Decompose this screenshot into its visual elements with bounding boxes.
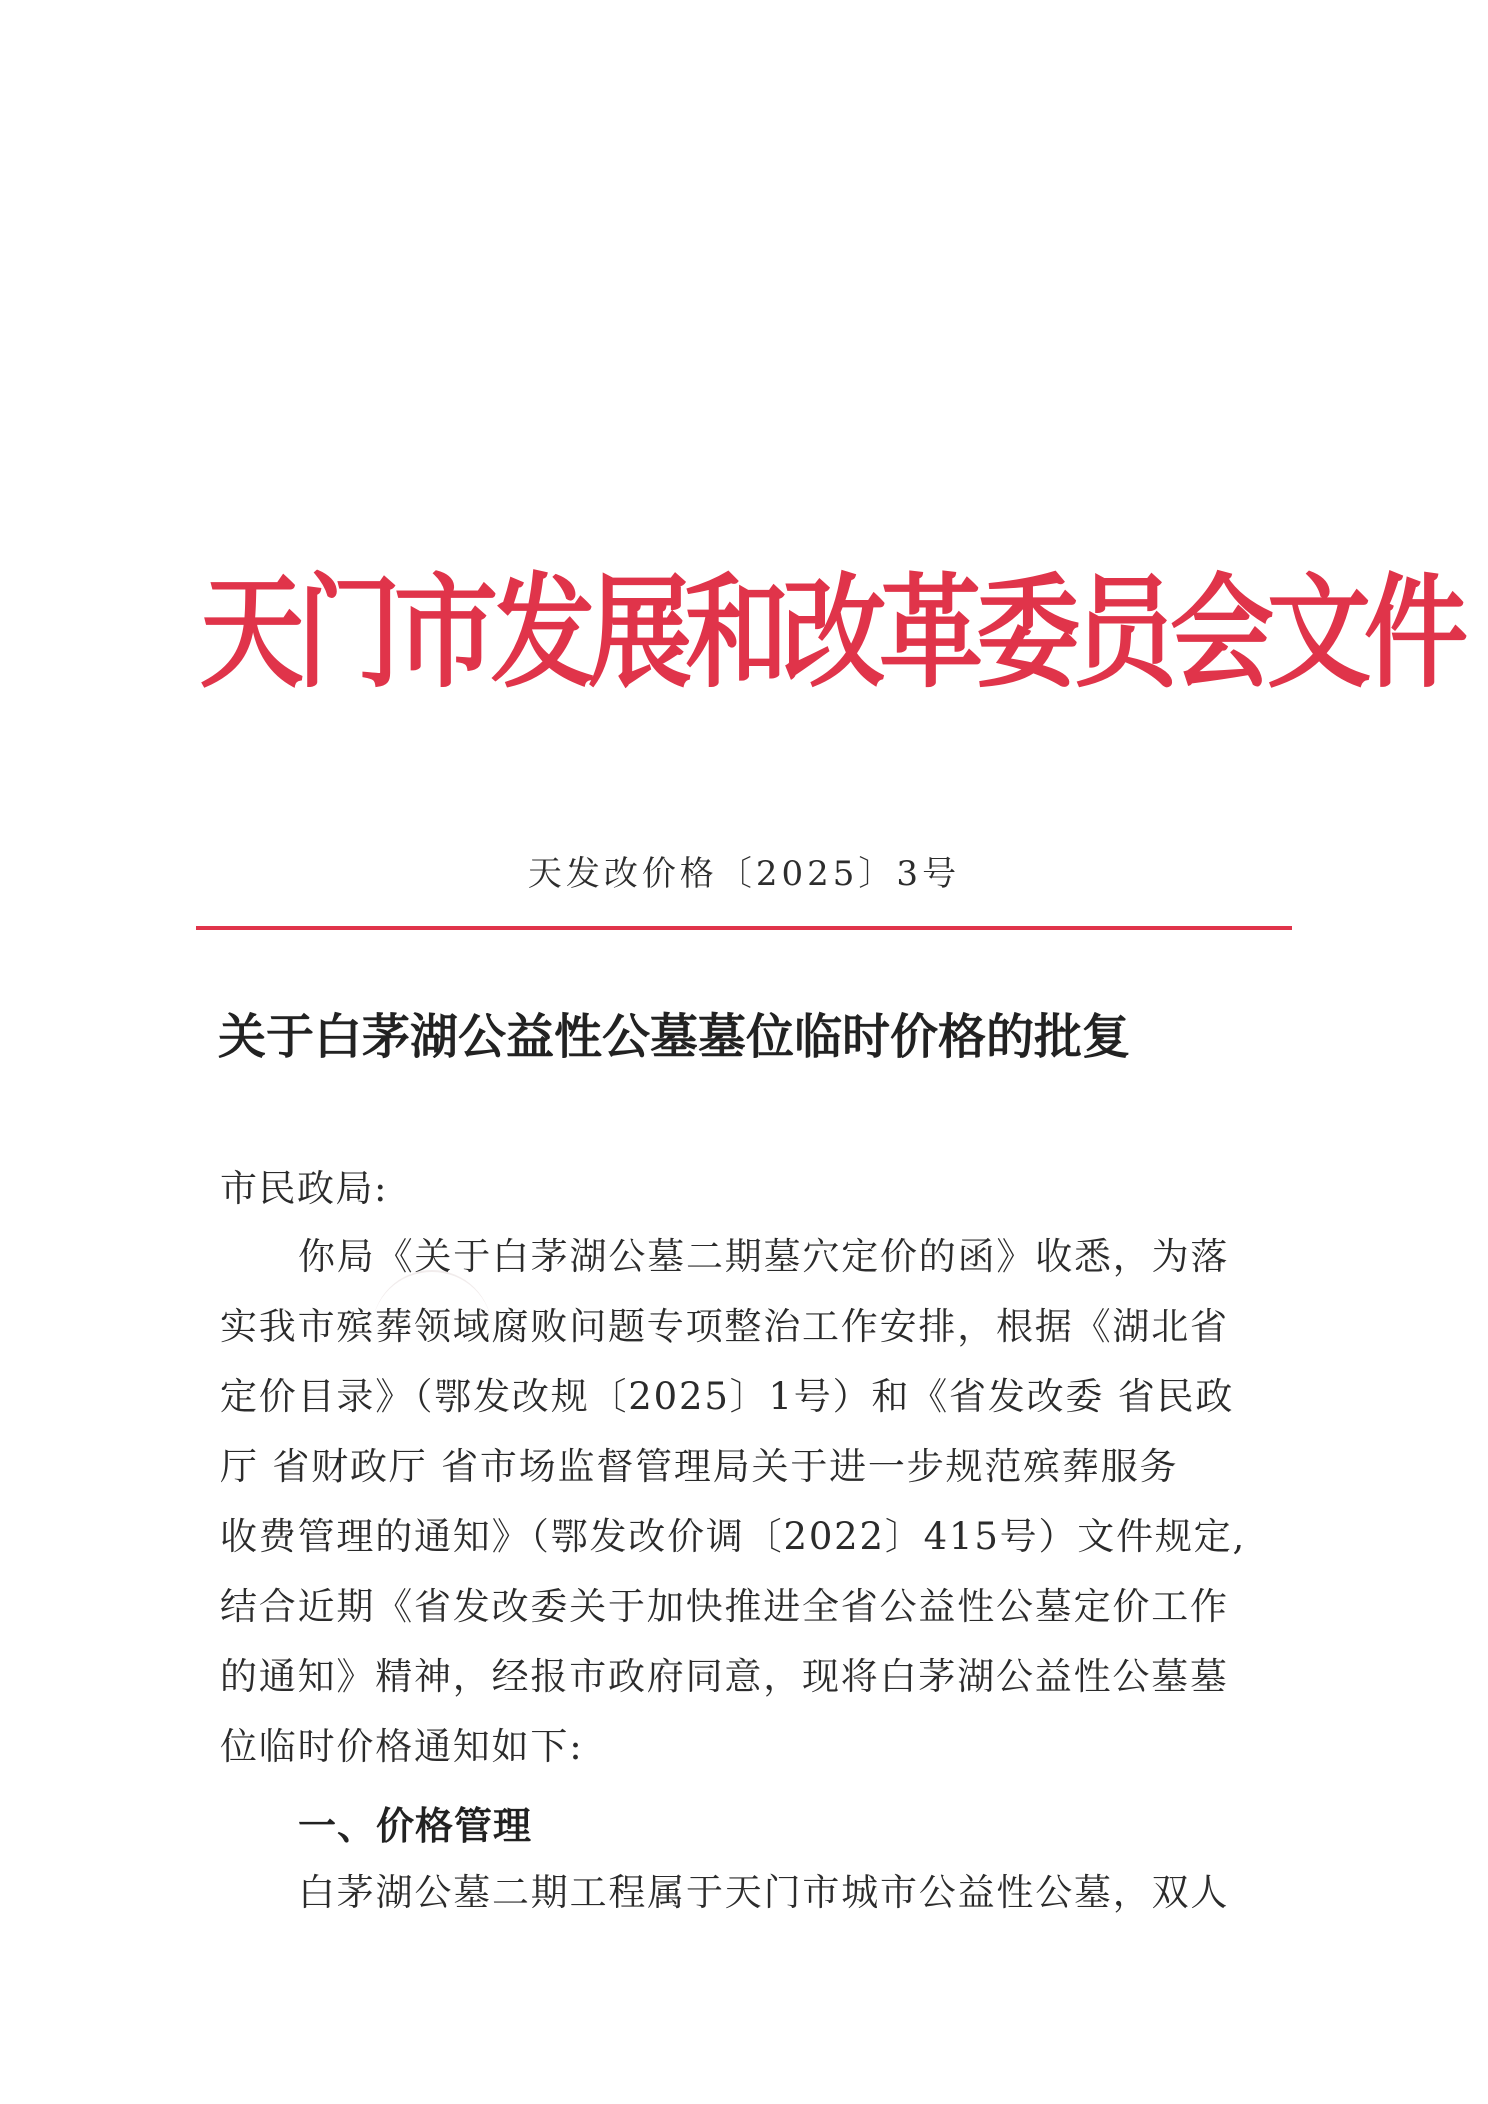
document-title: 关于白茅湖公益性公墓墓位临时价格的批复 [218,1009,1131,1065]
paragraph-line: 厅 省财政厅 省市场监督管理局关于进一步规范殡葬服务 [220,1445,1179,1488]
paragraph-line: 你局《关于白茅湖公墓二期墓穴定价的函》收悉，为落 [298,1235,1230,1278]
addressee: 市民政局: [220,1167,388,1210]
paragraph-line: 定价目录》（鄂发改规〔2025〕1号）和《省发改委 省民政 [220,1375,1235,1418]
paragraph-line: 的通知》精神，经报市政府同意，现将白茅湖公益性公墓墓 [220,1655,1229,1698]
document-number: 天发改价格〔2025〕3号 [527,854,961,894]
paragraph-line: 结合近期《省发改委关于加快推进全省公益性公墓定价工作 [220,1585,1229,1628]
paragraph-line: 实我市殡葬领域腐败问题专项整治工作安排，根据《湖北省 [220,1305,1229,1348]
red-divider-line [196,926,1292,930]
paragraph-line: 收费管理的通知》（鄂发改价调〔2022〕415号）文件规定, [220,1515,1247,1558]
agency-header-title: 天门市发展和改革委员会文件 [200,561,1462,705]
section-heading: 一、价格管理 [298,1804,533,1848]
paragraph-line: 白茅湖公墓二期工程属于天门市城市公益性公墓，双人 [298,1871,1230,1914]
paragraph-line: 位临时价格通知如下: [220,1725,584,1768]
